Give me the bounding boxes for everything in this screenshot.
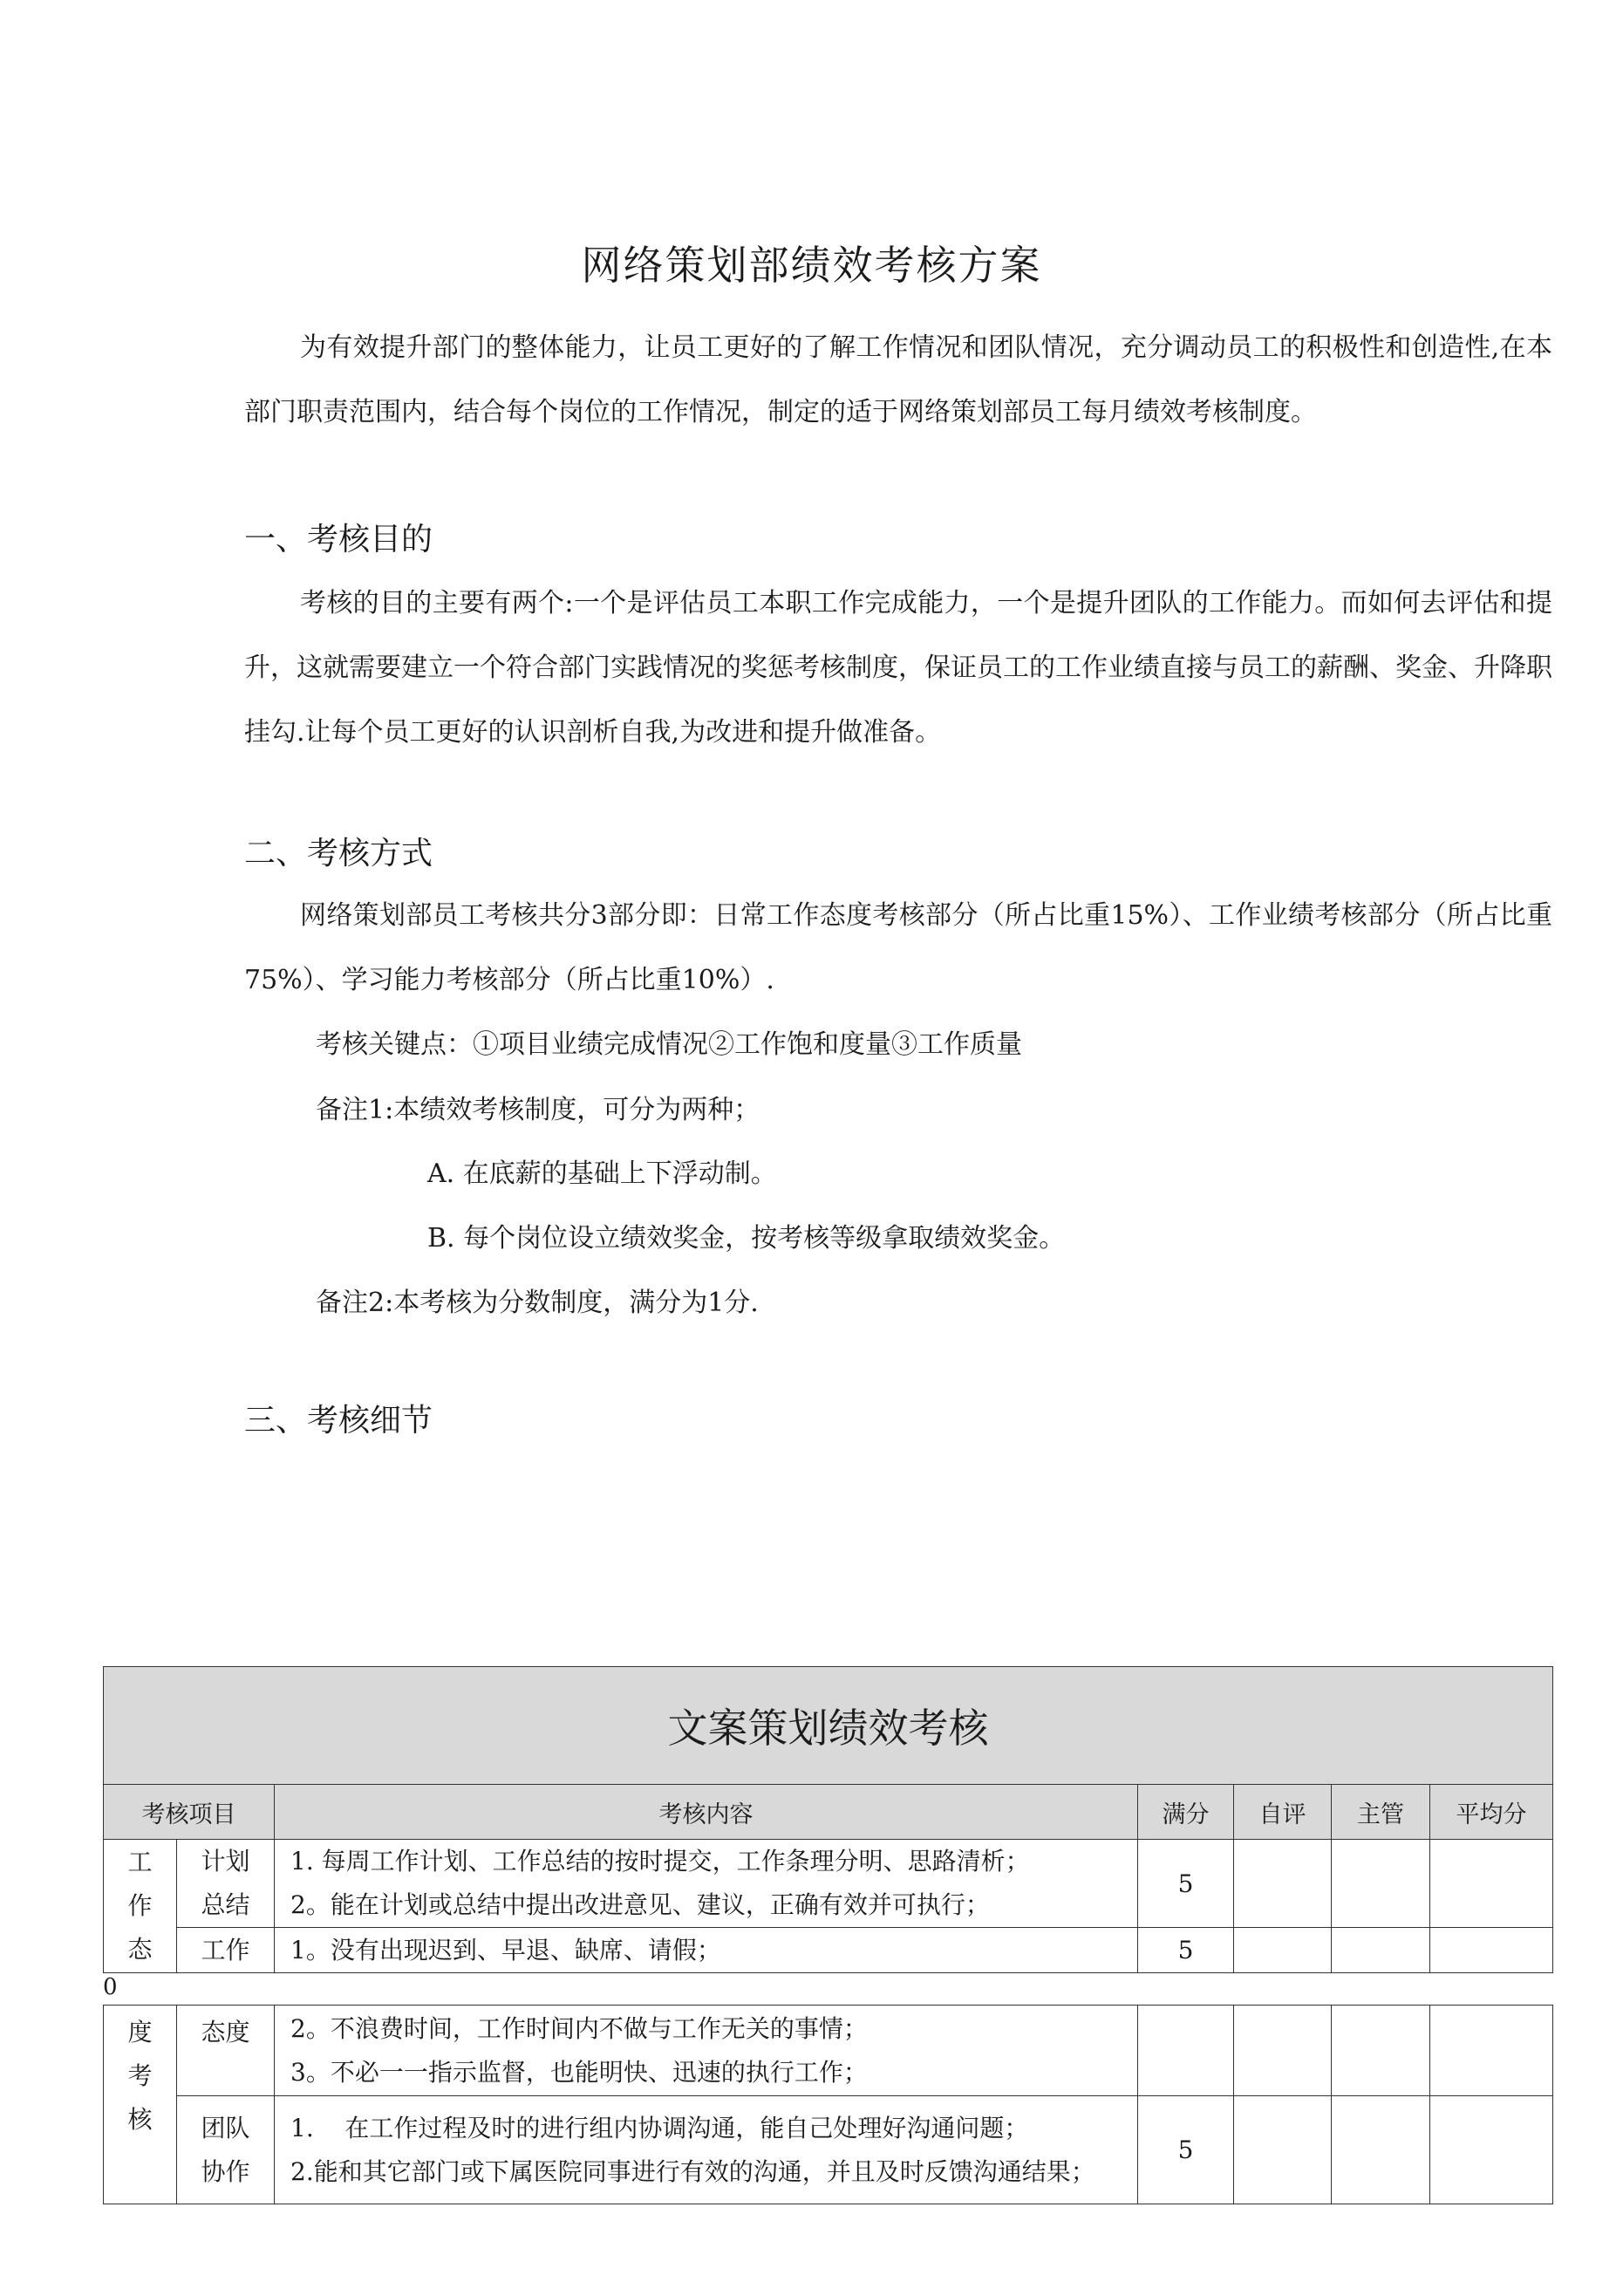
average-cell[interactable] xyxy=(1430,1840,1553,1928)
manager-cell[interactable] xyxy=(1332,2006,1430,2096)
section2-body: 网络策划部员工考核共分3部分即：日常工作态度考核部分（所占比重15%）、工作业绩考核部分（所占比重75%）、学习能力考核部分（所占比重10%）. xyxy=(244,900,1552,995)
table-title: 文案策划绩效考核 xyxy=(104,1667,1553,1785)
category-char: 态 xyxy=(127,1935,153,1964)
content-cell xyxy=(275,2006,1138,2096)
self-eval-cell[interactable] xyxy=(1234,1840,1332,1928)
category-char: 考 xyxy=(127,2061,153,2090)
subcategory-teamwork xyxy=(177,2096,275,2204)
manager-cell[interactable] xyxy=(1332,1840,1430,1928)
manager-cell[interactable] xyxy=(1332,2096,1430,2204)
category-char: 作 xyxy=(127,1891,153,1920)
content-line: 1. 每周工作计划、工作总结的按时提交，工作条理分明、思路清析； xyxy=(290,1847,1030,1876)
content-line: 2.能和其它部门或下属医院同事进行有效的沟通，并且及时反馈沟通结果； xyxy=(290,2156,1095,2186)
header-full-score: 满分 xyxy=(1138,1785,1234,1840)
average-cell[interactable] xyxy=(1430,2006,1553,2096)
category-cell xyxy=(104,2006,177,2204)
subcategory-label: 总结 xyxy=(201,1890,250,1919)
key-points: 考核关键点：①项目业绩完成情况②工作饱和度量③工作质量 xyxy=(316,1029,1022,1060)
full-score-cell xyxy=(1138,2006,1234,2096)
option-a: A. 在底薪的基础上下浮动制。 xyxy=(427,1158,777,1189)
average-cell[interactable] xyxy=(1430,1928,1553,1973)
category-char: 工 xyxy=(127,1848,153,1876)
average-cell[interactable] xyxy=(1430,2096,1553,2204)
subcategory-attitude: 态度 xyxy=(177,2006,275,2096)
option-b: B. 每个岗位设立绩效奖金，按考核等级拿取绩效奖金。 xyxy=(427,1223,1066,1254)
header-self-eval: 自评 xyxy=(1234,1785,1332,1840)
header-content: 考核内容 xyxy=(275,1785,1138,1840)
content-cell xyxy=(275,2096,1138,2204)
header-manager: 主管 xyxy=(1332,1785,1430,1840)
content-cell xyxy=(275,1840,1138,1928)
note-1: 备注1:本绩效考核制度，可分为两种； xyxy=(316,1095,760,1125)
header-item: 考核项目 xyxy=(104,1785,275,1840)
category-char: 度 xyxy=(127,2018,153,2047)
section1-heading: 一、考核目的 xyxy=(244,522,433,557)
full-score-cell: 5 xyxy=(1138,1928,1234,1973)
content-line: 3。不必一一指示监督，也能明快、迅速的执行工作； xyxy=(290,2057,868,2087)
subcategory-label: 计划 xyxy=(201,1847,250,1876)
section2-heading: 二、考核方式 xyxy=(244,836,433,871)
subcategory-label: 协作 xyxy=(201,2156,250,2186)
assessment-table-part1 xyxy=(103,1666,1553,1973)
self-eval-cell[interactable] xyxy=(1234,1928,1332,1973)
document-title: 网络策划部绩效考核方案 xyxy=(581,242,1042,289)
section3-heading: 三、考核细节 xyxy=(244,1403,433,1438)
content-line: 2。不浪费时间，工作时间内不做与工作无关的事情； xyxy=(290,2013,868,2043)
subcategory-plan-summary xyxy=(177,1840,275,1928)
self-eval-cell[interactable] xyxy=(1234,2006,1332,2096)
note-2: 备注2:本考核为分数制度，满分为1分. xyxy=(316,1288,759,1318)
intro-paragraph: 为有效提升部门的整体能力，让员工更好的了解工作情况和团队情况，充分调动员工的积极性和创造性,在本部门职责范围内，结合每个岗位的工作情况，制定的适于网络策划部员工每月绩效考核制度。 xyxy=(244,332,1552,427)
content-cell: 1。没有出现迟到、早退、缺席、请假； xyxy=(275,1928,1138,1973)
assessment-table-part2 xyxy=(103,2005,1553,2204)
category-cell xyxy=(104,1840,177,1973)
content-line: 1. 在工作过程及时的进行组内协调沟通，能自己处理好沟通问题； xyxy=(290,2113,1029,2142)
full-score-cell: 5 xyxy=(1138,1840,1234,1928)
full-score-cell: 5 xyxy=(1138,2096,1234,2204)
section1-body: 考核的目的主要有两个:一个是评估员工本职工作完成能力，一个是提升团队的工作能力。而如何去评估和提升，这就需要建立一个符合部门实践情况的奖惩考核制度，保证员工的工作业绩直接与员工的薪酬、奖金、升降职挂勾.让每个员工更好的认识剖析自我,为改进和提升做准备。 xyxy=(244,588,1552,748)
content-line: 2。能在计划或总结中提出改进意见、建议，正确有效并可执行； xyxy=(290,1890,990,1919)
manager-cell[interactable] xyxy=(1332,1928,1430,1973)
subcategory-label: 团队 xyxy=(201,2113,250,2142)
header-average: 平均分 xyxy=(1430,1785,1553,1840)
page-break-text: 0 xyxy=(103,1974,118,2000)
subcategory-work: 工作 xyxy=(177,1928,275,1973)
category-char: 核 xyxy=(127,2105,153,2134)
self-eval-cell[interactable] xyxy=(1234,2096,1332,2204)
